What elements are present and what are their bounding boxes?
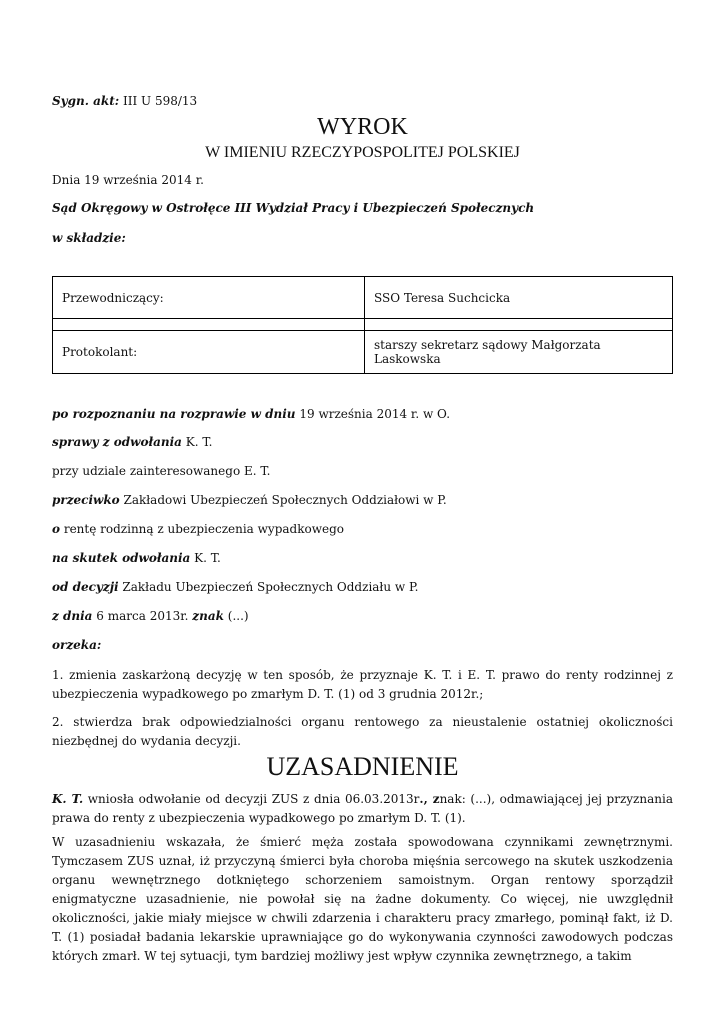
participant-line: przy udziale zainteresowanego E. T. [52, 464, 271, 478]
hearing-label: po rozpoznaniu na rozprawie w dniu [52, 407, 296, 421]
reference-value: (...) [227, 609, 249, 623]
document-title: WYROK [317, 114, 408, 140]
appeal-line [52, 434, 212, 450]
appellant-name: K. T. [52, 792, 84, 806]
ruling-item-1: 1. zmienia zaskarżoną decyzję w ten sposób, że przyznaje K. T. i E. T. prawo do renty rodzinnej z ubezpieczenia wypadkowego po zmarłym D. T. (1) od 3 grudnia 2012r.; [52, 668, 673, 701]
panel-role [53, 319, 365, 331]
justification-bold-fragment: ., z [419, 792, 440, 806]
decision-date-value: 6 marca 2013r. [96, 609, 189, 623]
case-signature [52, 93, 197, 109]
panel-table [52, 276, 673, 374]
result-label: na skutek odwołania [52, 551, 191, 565]
justification-title: UZASADNIENIE [266, 752, 459, 781]
case-signature-value: III U 598/13 [123, 94, 198, 108]
document-subtitle: W IMIENIU RZECZYPOSPOLITEJ POLSKIEJ [205, 144, 520, 161]
result-value: K. T. [194, 551, 221, 565]
decision-date-line [52, 608, 249, 624]
subject-value: rentę rodzinną z ubezpieczenia wypadkowego [63, 522, 344, 536]
composition-label: w składzie: [52, 231, 126, 245]
appeal-label: sprawy z odwołania [52, 435, 182, 449]
ruling-heading: orzeka: [52, 638, 102, 652]
ruling-item-2: 2. stwierdza brak odpowiedzialności organu rentowego za nieustalenie ostatniej okoliczności niezbędnej do wydania decyzji. [52, 715, 673, 748]
panel-role: Protokolant: [53, 331, 365, 374]
panel-person: SSO Teresa Suchcicka [365, 277, 673, 319]
panel-person [365, 319, 673, 331]
panel-row [53, 277, 673, 319]
justification-paragraph-1 [52, 790, 673, 828]
hearing-line [52, 406, 450, 422]
reference-label: znak [192, 609, 224, 623]
case-signature-label: Sygn. akt: [52, 94, 120, 108]
panel-row [53, 319, 673, 331]
justification-text: nak: (...), odmawiającej jej przyznania prawa do renty z ubezpieczenia wypadkowego po zmarłym D. T. (1). [52, 792, 673, 825]
against-value: Zakładowi Ubezpieczeń Społecznych Oddziałowi w P. [123, 493, 447, 507]
court-name: Sąd Okręgowy w Ostrołęce III Wydział Pracy i Ubezpieczeń Społecznych [52, 201, 535, 215]
panel-person: starszy sekretarz sądowy Małgorzata Laskowska [365, 331, 673, 374]
decision-label: od decyzji [52, 580, 119, 594]
decision-value: Zakładu Ubezpieczeń Społecznych Oddziału w P. [122, 580, 419, 594]
justification-paragraph-2: W uzasadnieniu wskazała, że śmierć męża została spowodowana czynnikami zewnętrznymi. Tymczasem ZUS uznał, iż przyczyną śmierci była choroba mięśnia sercowego na skutek uszkodzenia organu wewnętrznego dotkniętego schorzeniem samoistnym. Organ rentowy sporządził enigmatyczne uzasadnienie, nie powołał się na żadne dokumenty. Co więcej, nie uwzględnił okoliczności, jakie miały miejsce w chwili zdarzenia i charakteru pracy zmarłego, pominął fakt, iż D. T. (1) posiadał badania lekarskie uprawniające go do wykonywania czynności zawodowych podczas których zmarł. W tej sytuacji, tym bardziej możliwy jest wpływ czynnika zewnętrznego, a takim [52, 835, 673, 963]
subject-line [52, 521, 344, 537]
result-line [52, 550, 221, 566]
justification-text: wniosła odwołanie od decyzji ZUS z dnia 06.03.2013r [83, 792, 420, 806]
panel-role: Przewodniczący: [53, 277, 365, 319]
panel-row [53, 331, 673, 374]
date-line: Dnia 19 września 2014 r. [52, 173, 204, 187]
subject-label: o [52, 522, 61, 536]
against-line [52, 492, 447, 508]
hearing-value: 19 września 2014 r. w O. [299, 407, 451, 421]
against-label: przeciwko [52, 493, 120, 507]
decision-date-label: z dnia [52, 609, 93, 623]
decision-line [52, 579, 418, 595]
appeal-value: K. T. [185, 435, 213, 449]
